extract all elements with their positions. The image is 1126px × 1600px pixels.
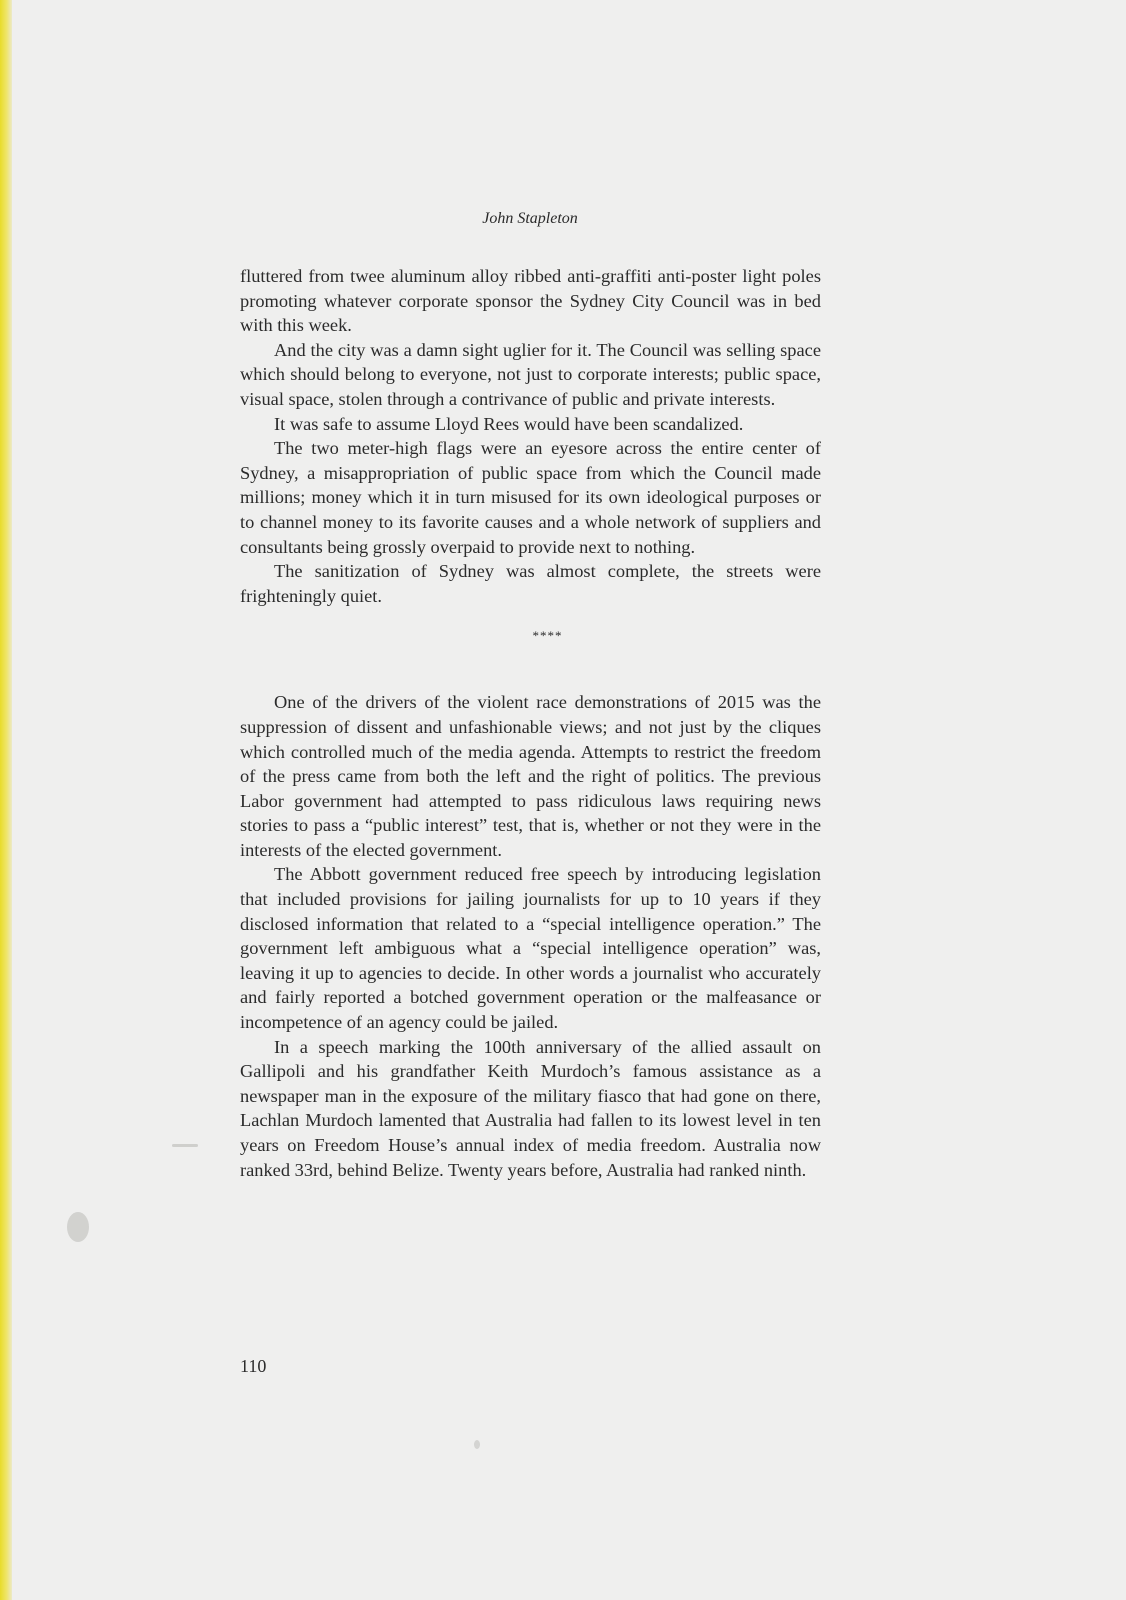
paragraph: The two meter-high flags were an eyesore across the entire center of Sydney, a misappropriation of public space from which the Council made millions; money which it in turn misused for its own ideological purposes or to channel money to its favorite causes and a whole network of suppliers and consultants being grossly overpaid to provide next to nothing.	[240, 438, 821, 557]
paper-blemish	[172, 1144, 198, 1147]
running-header: John Stapleton	[482, 210, 578, 227]
paragraph: The sanitization of Sydney was almost complete, the streets were frighteningly quiet.	[240, 561, 821, 606]
paragraph: And the city was a damn sight uglier for it. The Council was selling space which should belong to everyone, not just to corporate interests; public space, visual space, stolen through a contrivance of public and private interests.	[240, 339, 821, 409]
paper-blemish	[67, 1212, 89, 1242]
page-number: 110	[240, 1356, 267, 1376]
paper-blemish	[474, 1440, 480, 1449]
paragraph: The Abbott government reduced free speech by introducing legislation that included provisions for jailing journalists for up to 10 years if they disclosed information that related to a “special intelligence operation.” The government left ambiguous what a “special intelligence operation” was, leaving it up to agencies to decide. In other words a journalist who accurately and fairly reported a botched government operation or the malfeasance or incompetence of an agency could be jailed.	[240, 864, 821, 1033]
page-edge	[0, 0, 12, 1600]
body-text	[240, 264, 821, 1182]
paragraph: One of the drivers of the violent race demonstrations of 2015 was the suppression of dissent and unfashionable views; and not just by the cliques which controlled much of the media agenda. Attempts to restrict the freedom of the press came from both the left and the right of politics. The previous Labor government had attempted to pass ridiculous laws requiring news stories to pass a “public interest” test, that is, whether or not they were in the interests of the elected government.	[240, 692, 821, 860]
section-break: ****	[532, 628, 563, 644]
paragraph: In a speech marking the 100th anniversary of the allied assault on Gallipoli and his grandfather Keith Murdoch’s famous assistance as a newspaper man in the exposure of the military fiasco that had gone on there, Lachlan Murdoch lamented that Australia had fallen to its lowest level in ten years on Freedom House’s annual index of media freedom. Australia now ranked 33rd, behind Belize. Twenty years before, Australia had ranked ninth.	[240, 1036, 821, 1180]
paragraph: fluttered from twee aluminum alloy ribbed anti-graffiti anti-poster light poles promoting whatever corporate sponsor the Sydney City Council was in bed with this week.	[240, 266, 821, 336]
paragraph: It was safe to assume Lloyd Rees would have been scandalized.	[274, 413, 744, 434]
